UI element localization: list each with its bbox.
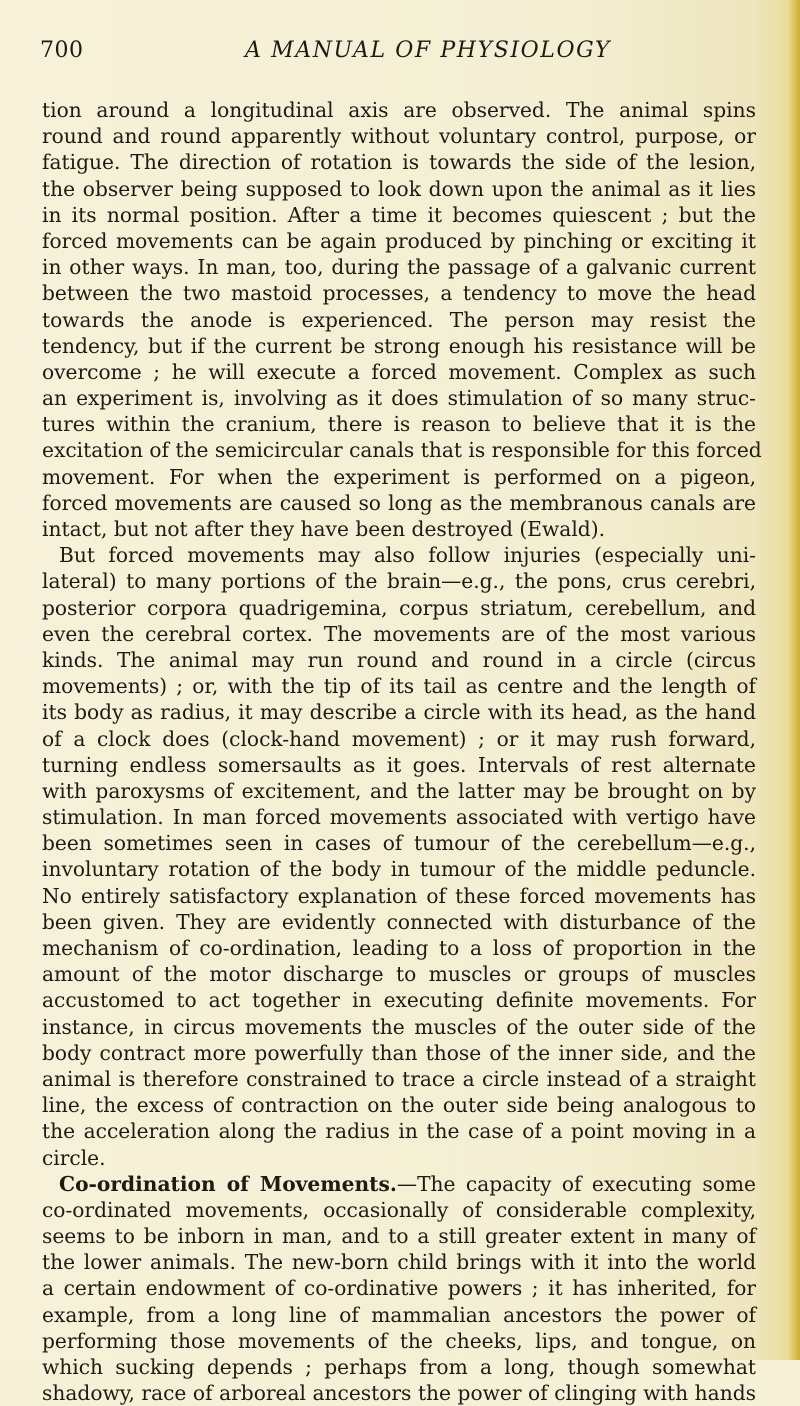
line-text: performing those movements of the cheeks, lips, and tongue, on [42, 1328, 756, 1353]
text-line [42, 1328, 756, 1354]
text-line [42, 97, 756, 123]
line-text: movement. For when the experiment is performed on a pigeon, [42, 464, 756, 489]
line-text: kinds. The animal may run round and round in a circle (circus [42, 647, 756, 672]
line-text: of a clock does (clock-hand movement) ; or it may rush forward, [42, 726, 756, 751]
line-text: line, the excess of contraction on the outer side being analogous to [42, 1093, 756, 1118]
text-line [42, 1014, 756, 1040]
text-line [42, 123, 756, 149]
line-text: towards the anode is experienced. The person may resist the [42, 307, 756, 332]
text-line [42, 385, 756, 411]
text-line [42, 202, 756, 228]
text-line [42, 411, 756, 437]
line-text: tures within the cranium, there is reason to believe that it is the [42, 412, 756, 437]
text-line [42, 1275, 756, 1301]
line-text: circle. [42, 1145, 106, 1170]
line-text: tion around a longitudinal axis are observed. The animal spins [42, 98, 756, 122]
text-line [42, 228, 756, 254]
line-text: an experiment is, involving as it does stimulation of so many struc- [42, 386, 756, 411]
line-text: its body as radius, it may describe a circle with its head, as the hand [42, 700, 756, 725]
line-text: stimulation. In man forced movements associated with vertigo have [42, 805, 756, 830]
line-text: But forced movements may also follow injuries (especially uni- [59, 543, 756, 568]
text-line [42, 961, 756, 987]
line-text: the acceleration along the radius in the case of a point moving in a [42, 1119, 756, 1144]
line-text: posterior corpora quadrigemina, corpus striatum, cerebellum, and [42, 595, 756, 620]
text-line [42, 804, 756, 830]
line-text: tendency, but if the current be strong enough his resistance will be [42, 333, 756, 358]
line-text: intact, but not after they have been destroyed (Ewald). [42, 517, 605, 541]
text-line [42, 621, 756, 647]
text-line [42, 1380, 756, 1406]
text-line [42, 280, 756, 306]
line-text: forced movements can be again produced by pinching or exciting it [42, 228, 756, 253]
text-line [42, 1171, 756, 1197]
text-line [42, 883, 756, 909]
line-text: instance, in circus movements the muscles of the outer side of the [42, 1014, 756, 1039]
line-text: body contract more powerfully than those of the inner side, and the [42, 1040, 756, 1065]
text-line [42, 1197, 756, 1223]
text-line [42, 647, 756, 673]
text-line [42, 987, 756, 1013]
line-text: the observer being supposed to look down upon the animal as it lies [42, 176, 756, 201]
section-heading: Co-ordination of Movements. [59, 1171, 397, 1196]
line-text: which sucking depends ; perhaps from a long, though somewhat [42, 1355, 756, 1379]
line-text: involuntary rotation of the body in tumour of the middle peduncle. [42, 857, 756, 882]
line-text: animal is therefore constrained to trace a circle instead of a straight [42, 1066, 756, 1091]
text-line [42, 1040, 756, 1066]
text-line [42, 1145, 756, 1171]
running-head: A MANUAL OF PHYSIOLOGY [245, 38, 612, 63]
line-text: been given. They are evidently connected with disturbance of the [42, 909, 756, 934]
line-text: between the two mastoid processes, a tendency to move the head [42, 281, 756, 306]
line-text: forced movements are caused so long as the membranous canals are [42, 490, 756, 515]
text-line [42, 1066, 756, 1092]
line-text: accustomed to act together in executing definite movements. For [42, 988, 756, 1013]
text-line [42, 778, 756, 804]
text-line [42, 490, 756, 516]
line-text: example, from a long line of mammalian ancestors the power of [42, 1302, 756, 1327]
page-header [40, 38, 760, 78]
line-text: co-ordinated movements, occasionally of considerable complexity, [42, 1197, 756, 1222]
text-line [42, 333, 756, 359]
line-text: the lower animals. The new-born child brings with it into the world [42, 1250, 756, 1275]
text-line [42, 1354, 756, 1380]
text-line [42, 595, 756, 621]
text-line [42, 1118, 756, 1144]
line-text: movements) ; or, with the tip of its tail as centre and the length of [42, 674, 756, 699]
text-line [42, 307, 756, 333]
line-text: seems to be inborn in man, and to a still greater extent in many of [42, 1224, 756, 1249]
text-line [42, 464, 756, 490]
text-line [42, 1249, 756, 1275]
text-line [42, 909, 756, 935]
text-line [42, 1223, 756, 1249]
text-line [42, 673, 756, 699]
line-text: round and round apparently without voluntary control, purpose, or [42, 124, 756, 149]
text-line [42, 856, 756, 882]
line-text: lateral) to many portions of the brain—e.g., the pons, crus cerebri, [42, 569, 756, 594]
line-text: No entirely satisfactory explanation of these forced movements has [42, 883, 756, 908]
text-line [42, 935, 756, 961]
body-text [42, 97, 762, 1406]
text-line [42, 830, 756, 856]
text-line [42, 726, 756, 752]
text-line [42, 699, 756, 725]
line-text: excitation of the semicircular canals that is responsible for this forced [42, 438, 762, 463]
line-text: turning endless somersaults as it goes. Intervals of rest alternate [42, 752, 756, 777]
line-text: been sometimes seen in cases of tumour of the cerebellum—e.g., [42, 831, 756, 856]
line-text: mechanism of co-ordination, leading to a loss of proportion in the [42, 936, 756, 960]
text-line [42, 1302, 756, 1328]
line-text: fatigue. The direction of rotation is towards the side of the lesion, [42, 150, 756, 175]
line-text: in other ways. In man, too, during the passage of a galvanic current [42, 255, 756, 280]
line-text: shadowy, race of arboreal ancestors the power of clinging with hands [42, 1381, 756, 1406]
text-line [42, 149, 756, 175]
page-edge [788, 0, 800, 1360]
text-line [42, 176, 756, 202]
text-line [42, 359, 756, 385]
line-text: in its normal position. After a time it becomes quiescent ; but the [42, 202, 756, 227]
line-text: with paroxysms of excitement, and the latter may be brought on by [42, 778, 756, 803]
line-text: a certain endowment of co-ordinative powers ; it has inherited, for [42, 1276, 756, 1301]
text-line [42, 568, 756, 594]
line-text: amount of the motor discharge to muscles or groups of muscles [42, 962, 756, 987]
text-line [42, 542, 756, 568]
text-line [42, 516, 756, 542]
page-number: 700 [40, 38, 84, 63]
text-line [42, 1092, 756, 1118]
text-line [42, 437, 762, 463]
text-line [42, 752, 756, 778]
line-text: even the cerebral cortex. The movements are of the most various [42, 621, 756, 646]
line-text: —The capacity of executing some [396, 1171, 756, 1196]
line-text: overcome ; he will execute a forced movement. Complex as such [42, 359, 756, 384]
text-line [42, 254, 756, 280]
